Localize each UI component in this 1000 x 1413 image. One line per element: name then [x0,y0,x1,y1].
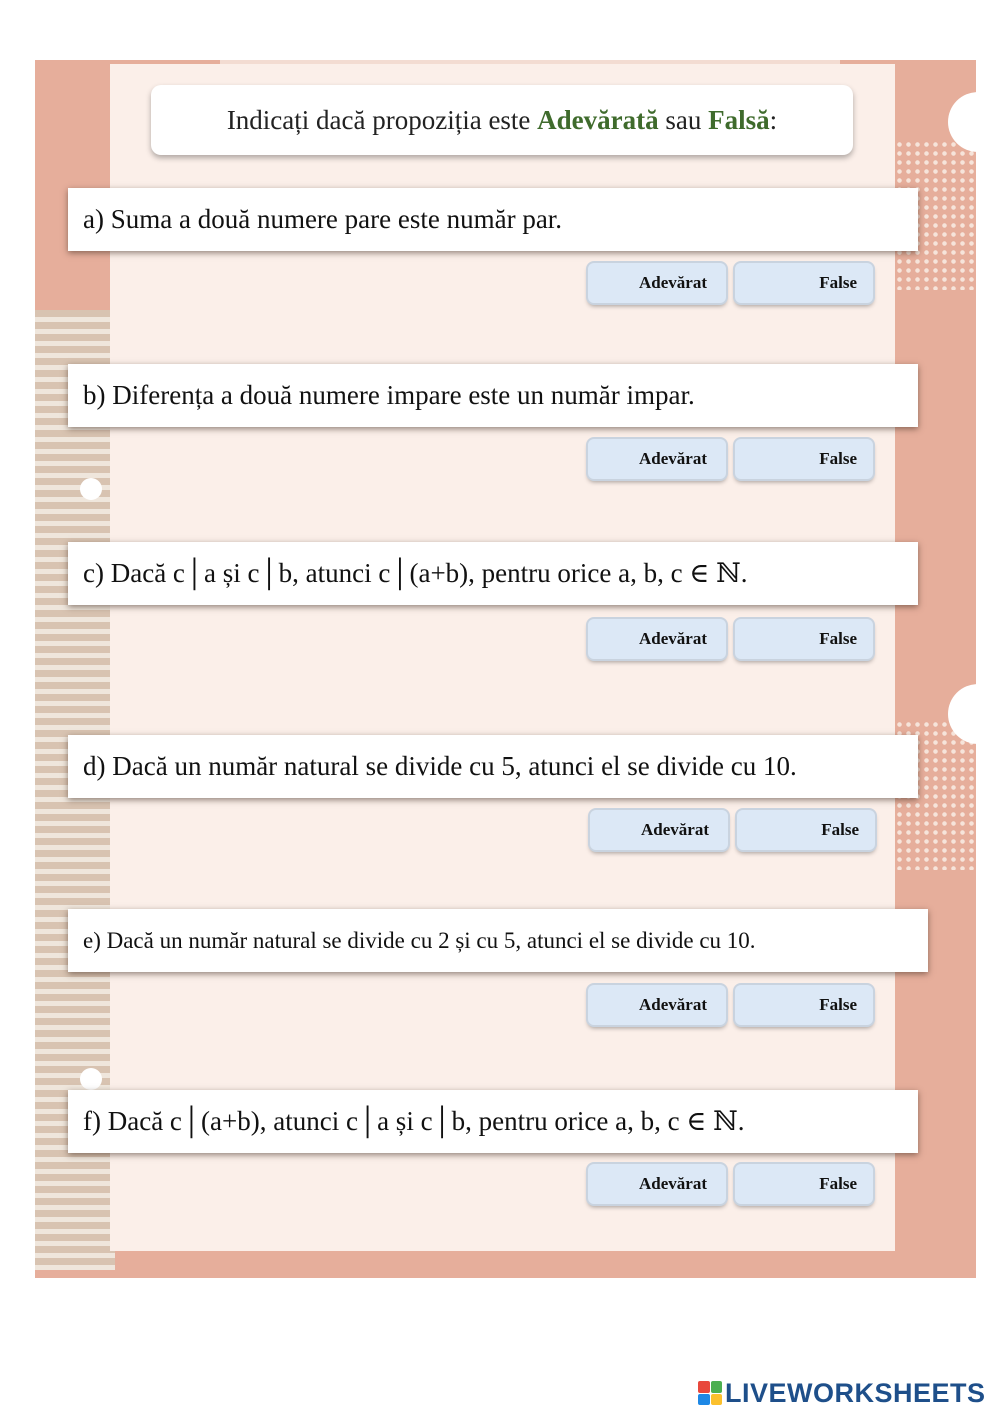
answer-false-button-f[interactable]: False [735,1164,873,1204]
question-f [68,1090,918,1153]
answer-true-button-f[interactable]: Adevărat [588,1164,726,1204]
instruction-middle: sau [658,104,709,135]
answer-false-button-a[interactable]: False [735,263,873,303]
answer-true-button-a[interactable]: Adevărat [588,263,726,303]
question-e [68,909,928,972]
question-text: c) Dacă c│a și c│b, atunci c│(a+b), pentru orice a, b, c ∈ ℕ. [83,558,748,588]
question-text: d) Dacă un număr natural se divide cu 5, atunci el se divide cu 10. [83,751,797,781]
question-text: e) Dacă un număr natural se divide cu 2 și cu 5, atunci el se divide cu 10. [83,927,756,953]
question-c [68,542,918,605]
punch-hole [80,478,102,500]
instruction-suffix: : [769,104,778,135]
instruction-prefix: Indicați dacă propoziția este [226,104,538,135]
answer-true-button-e[interactable]: Adevărat [588,985,726,1025]
brand-name: LIVEWORKSHEETS [725,1377,986,1408]
answer-false-button-e[interactable]: False [735,985,873,1025]
answer-false-button-d[interactable]: False [737,810,875,850]
question-d [68,735,918,798]
question-text: b) Diferența a două numere impare este un număr impar. [83,380,695,410]
answer-false-button-c[interactable]: False [735,619,873,659]
question-b [68,364,918,427]
question-text: f) Dacă c│(a+b), atunci c│a și c│b, pentru orice a, b, c ∈ ℕ. [83,1106,745,1136]
answer-false-button-b[interactable]: False [735,439,873,479]
liveworksheets-logo-icon [698,1381,722,1405]
instruction-header [151,85,853,155]
instruction-true-word: Adevărată [537,104,659,135]
answer-true-button-d[interactable]: Adevărat [590,810,728,850]
liveworksheets-logo [698,1377,986,1409]
instruction-false-word: Falsă [708,104,770,135]
question-a [68,188,918,251]
punch-hole [80,1068,102,1090]
answer-true-button-b[interactable]: Adevărat [588,439,726,479]
answer-true-button-c[interactable]: Adevărat [588,619,726,659]
question-text: a) Suma a două numere pare este număr par. [83,204,563,234]
